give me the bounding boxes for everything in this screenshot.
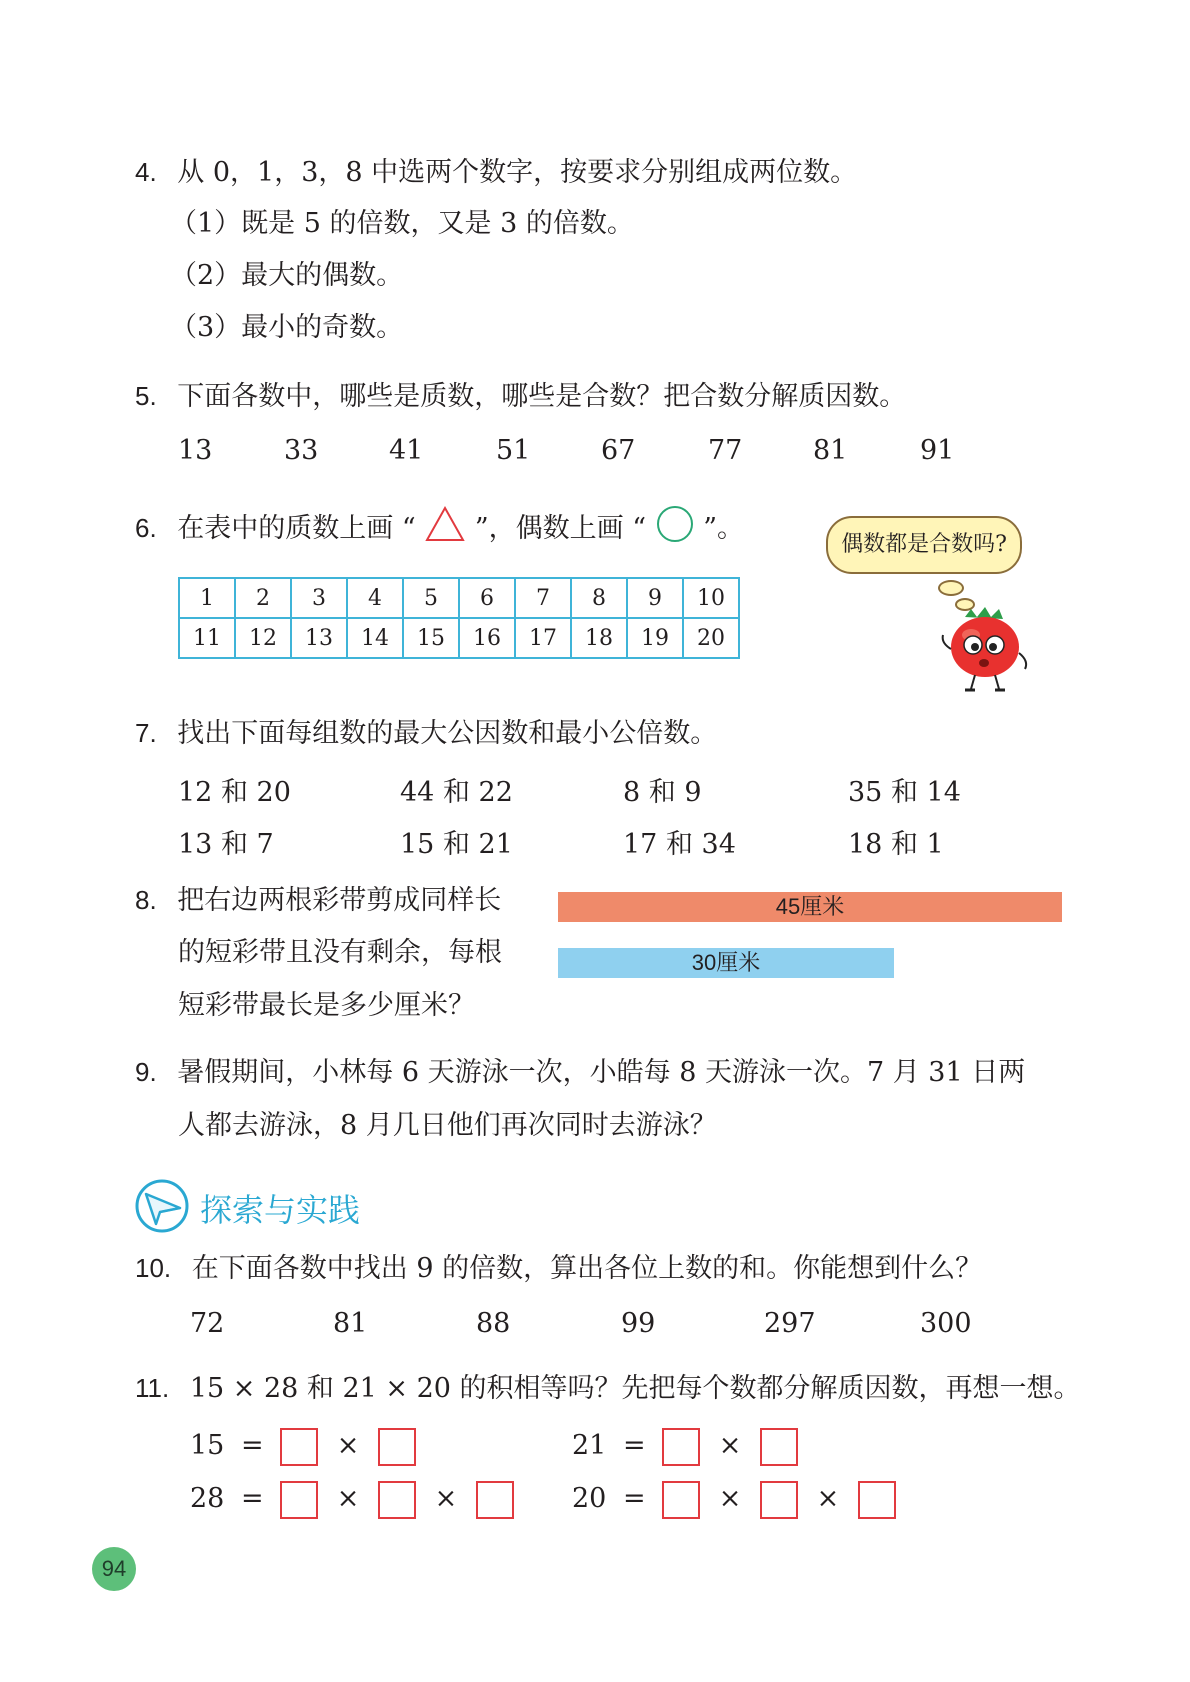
q8-line-1: 把右边两根彩带剪成同样长 bbox=[177, 885, 502, 916]
section-title: 探索与实践 bbox=[200, 1191, 361, 1229]
number-table bbox=[178, 577, 740, 659]
q4-sub-1: （1）既是 5 的倍数，又是 3 的倍数。 bbox=[170, 208, 634, 239]
answer-box[interactable] bbox=[662, 1428, 700, 1466]
times-sign: × bbox=[336, 1483, 360, 1514]
answer-box[interactable] bbox=[280, 1481, 318, 1519]
q5-number-item: 51 bbox=[496, 435, 531, 466]
page-number: 94 bbox=[92, 1547, 136, 1591]
equals-sign: = bbox=[240, 1430, 264, 1461]
table-row bbox=[179, 578, 739, 618]
q10-number-item: 72 bbox=[190, 1308, 225, 1339]
q4-number: 4. bbox=[135, 157, 157, 187]
q6 bbox=[135, 505, 744, 549]
table-cell: 5 bbox=[403, 578, 459, 618]
times-sign: × bbox=[718, 1430, 742, 1461]
answer-box[interactable] bbox=[476, 1481, 514, 1519]
table-cell: 2 bbox=[235, 578, 291, 618]
circle-icon bbox=[655, 505, 695, 543]
thought-bubble: 偶数都是合数吗? bbox=[826, 516, 1022, 574]
q8-line-2: 的短彩带且没有剩余，每根 bbox=[178, 937, 502, 968]
q8-line-3: 短彩带最长是多少厘米？ bbox=[178, 990, 475, 1021]
q8-number: 8. bbox=[135, 885, 157, 915]
q7-pair: 13 和 7 bbox=[178, 829, 274, 860]
table-cell: 19 bbox=[627, 618, 683, 658]
table-cell: 7 bbox=[515, 578, 571, 618]
q6-text-c: ”。 bbox=[703, 513, 745, 544]
q5-text: 下面各数中，哪些是质数，哪些是合数？把合数分解质因数。 bbox=[177, 381, 907, 412]
factor-row-21 bbox=[572, 1426, 798, 1466]
table-cell: 20 bbox=[683, 618, 739, 658]
times-sign: × bbox=[434, 1483, 458, 1514]
table-cell: 17 bbox=[515, 618, 571, 658]
paper-plane-icon bbox=[134, 1178, 190, 1234]
table-cell: 3 bbox=[291, 578, 347, 618]
q5-number-item: 41 bbox=[389, 435, 424, 466]
q7-number: 7. bbox=[135, 718, 157, 748]
q4 bbox=[135, 152, 857, 193]
q8 bbox=[135, 880, 501, 921]
q10-number: 10. bbox=[135, 1253, 172, 1283]
q11 bbox=[135, 1368, 1081, 1409]
table-cell: 11 bbox=[179, 618, 235, 658]
ribbon-45cm-label: 45厘米 bbox=[775, 894, 845, 919]
q5-number-item: 13 bbox=[178, 435, 213, 466]
triangle-icon bbox=[424, 505, 466, 543]
q5-number-item: 81 bbox=[813, 435, 848, 466]
answer-box[interactable] bbox=[858, 1481, 896, 1519]
q7-pair: 18 和 1 bbox=[848, 829, 944, 860]
factor-row-28 bbox=[190, 1479, 514, 1519]
table-cell: 9 bbox=[627, 578, 683, 618]
equals-sign: = bbox=[622, 1483, 646, 1514]
factor-number: 15 bbox=[190, 1430, 225, 1461]
q7-text: 找出下面每组数的最大公因数和最小公倍数。 bbox=[177, 718, 718, 749]
q7-pair: 8 和 9 bbox=[623, 777, 702, 808]
factor-row-15 bbox=[190, 1426, 416, 1466]
q10-number-item: 297 bbox=[764, 1308, 816, 1339]
table-cell: 10 bbox=[683, 578, 739, 618]
table-cell: 16 bbox=[459, 618, 515, 658]
q10-number-item: 300 bbox=[920, 1308, 972, 1339]
q5-number-item: 91 bbox=[920, 435, 955, 466]
q9-number: 9. bbox=[135, 1057, 157, 1087]
times-sign: × bbox=[816, 1483, 840, 1514]
q6-text-b: ”，偶数上画 “ bbox=[474, 513, 647, 544]
tomato-mascot-icon bbox=[935, 605, 1035, 695]
answer-box[interactable] bbox=[662, 1481, 700, 1519]
q9 bbox=[135, 1052, 1025, 1093]
q5-number: 5. bbox=[135, 381, 157, 411]
q9-line-1: 暑假期间，小林每 6 天游泳一次，小皓每 8 天游泳一次。7 月 31 日两 bbox=[177, 1057, 1026, 1088]
table-row bbox=[179, 618, 739, 658]
factor-number: 21 bbox=[572, 1430, 607, 1461]
table-cell: 15 bbox=[403, 618, 459, 658]
q10-number-item: 81 bbox=[333, 1308, 368, 1339]
q11-number: 11. bbox=[135, 1373, 170, 1403]
q6-text-a: 在表中的质数上画 “ bbox=[177, 513, 416, 544]
factor-number: 20 bbox=[572, 1483, 607, 1514]
answer-box[interactable] bbox=[760, 1428, 798, 1466]
equals-sign: = bbox=[240, 1483, 264, 1514]
equals-sign: = bbox=[622, 1430, 646, 1461]
q6-number: 6. bbox=[135, 513, 157, 543]
ribbon-30cm-label: 30厘米 bbox=[691, 950, 761, 975]
q10-number-item: 99 bbox=[621, 1308, 656, 1339]
q7-pair: 12 和 20 bbox=[178, 777, 291, 808]
q9-line-2: 人都去游泳，8 月几日他们再次同时去游泳？ bbox=[178, 1110, 717, 1141]
answer-box[interactable] bbox=[280, 1428, 318, 1466]
q5-number-item: 33 bbox=[284, 435, 319, 466]
q4-sub-3: （3）最小的奇数。 bbox=[170, 312, 404, 343]
q4-sub-2: （2）最大的偶数。 bbox=[170, 260, 404, 291]
factor-number: 28 bbox=[190, 1483, 225, 1514]
q5 bbox=[135, 376, 906, 417]
table-cell: 14 bbox=[347, 618, 403, 658]
q10-number-item: 88 bbox=[476, 1308, 511, 1339]
answer-box[interactable] bbox=[378, 1428, 416, 1466]
times-sign: × bbox=[718, 1483, 742, 1514]
q4-text: 从 0，1，3，8 中选两个数字，按要求分别组成两位数。 bbox=[177, 157, 858, 188]
q5-number-item: 77 bbox=[708, 435, 743, 466]
table-cell: 6 bbox=[459, 578, 515, 618]
q10 bbox=[135, 1248, 982, 1289]
ribbon-45cm bbox=[558, 892, 1062, 922]
table-cell: 12 bbox=[235, 618, 291, 658]
table-cell: 1 bbox=[179, 578, 235, 618]
table-cell: 18 bbox=[571, 618, 627, 658]
bubble-dot bbox=[938, 580, 964, 596]
q7-pair: 17 和 34 bbox=[623, 829, 736, 860]
q11-text: 15 × 28 和 21 × 20 的积相等吗？先把每个数都分解质因数，再想一想。 bbox=[189, 1373, 1081, 1404]
factor-row-20 bbox=[572, 1479, 896, 1519]
answer-box[interactable] bbox=[378, 1481, 416, 1519]
q7-pair: 44 和 22 bbox=[400, 777, 513, 808]
q10-text: 在下面各数中找出 9 的倍数，算出各位上数的和。你能想到什么？ bbox=[191, 1253, 983, 1284]
q5-number-item: 67 bbox=[601, 435, 636, 466]
answer-box[interactable] bbox=[760, 1481, 798, 1519]
table-cell: 8 bbox=[571, 578, 627, 618]
times-sign: × bbox=[336, 1430, 360, 1461]
q7-pair: 35 和 14 bbox=[848, 777, 961, 808]
ribbon-30cm bbox=[558, 948, 894, 978]
q7 bbox=[135, 713, 717, 754]
table-cell: 13 bbox=[291, 618, 347, 658]
q7-pair: 15 和 21 bbox=[400, 829, 513, 860]
table-cell: 4 bbox=[347, 578, 403, 618]
